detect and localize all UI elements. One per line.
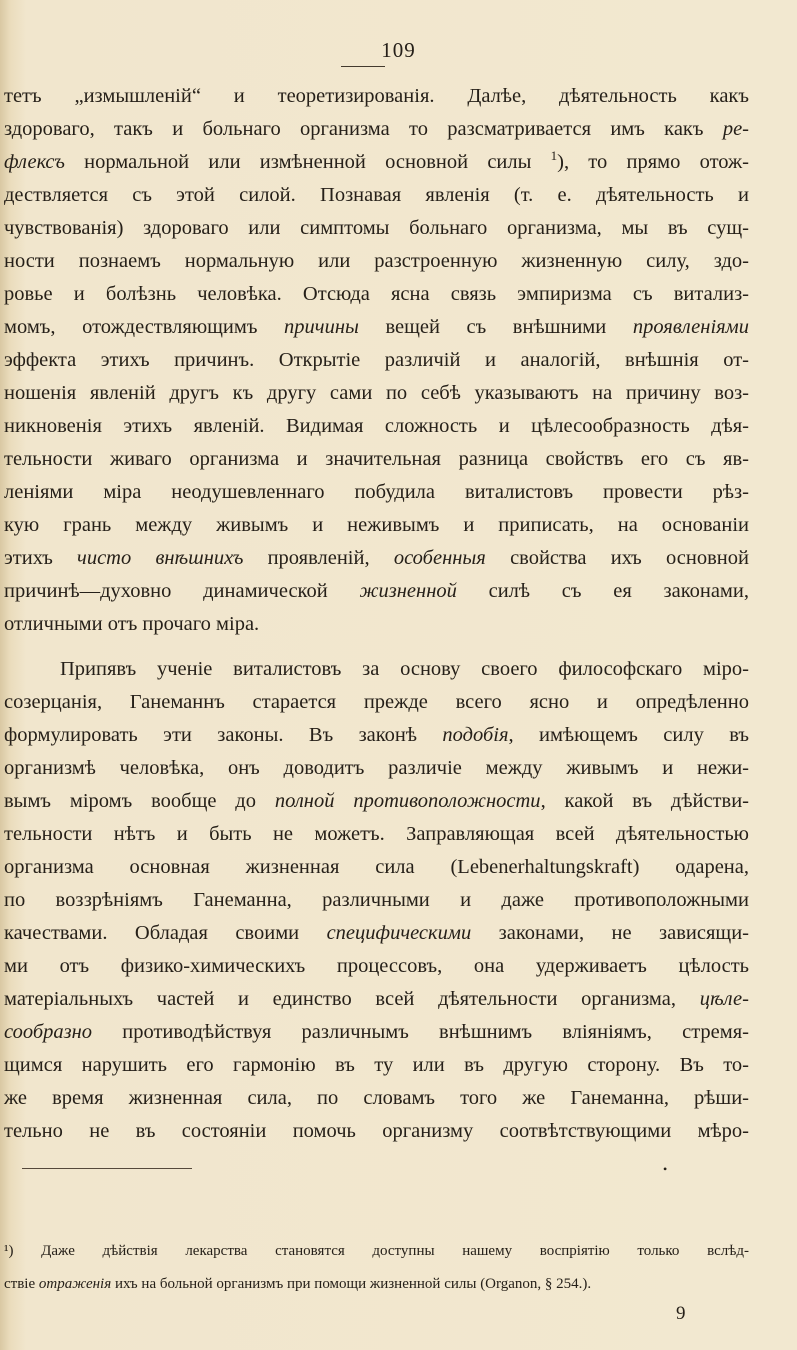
italic-text: отраженія bbox=[38, 1276, 112, 1292]
text-segment: , какой въ дѣйстви- bbox=[540, 790, 749, 812]
signature-mark: 9 bbox=[676, 1303, 686, 1324]
text-line bbox=[4, 653, 749, 686]
text-line bbox=[4, 542, 749, 575]
text-segment: проявленій, bbox=[243, 547, 394, 569]
text-line bbox=[4, 476, 749, 509]
italic-text: чисто внѣшнихъ bbox=[77, 547, 244, 569]
text-line bbox=[4, 1082, 749, 1115]
text-line bbox=[4, 311, 749, 344]
text-segment: свойства ихъ основной bbox=[485, 547, 749, 569]
text-segment: матеріальныхъ частей и единство всей дѣятельности организма, bbox=[4, 988, 700, 1010]
text-line bbox=[4, 443, 749, 476]
italic-text: причины bbox=[284, 316, 359, 338]
text-segment: щимся нарушить его гармонію въ ту или въ другую сторону. Въ то- bbox=[4, 1054, 749, 1076]
text-segment: отличными отъ прочаго міра. bbox=[4, 613, 260, 635]
text-line bbox=[4, 1238, 749, 1271]
text-segment: эффекта этихъ причинъ. Открытіе различій и аналогій, внѣшнія от- bbox=[4, 349, 749, 371]
italic-text: особенныя bbox=[393, 547, 486, 569]
text-line bbox=[4, 278, 749, 311]
text-segment: тельности нѣтъ и быть не можетъ. Заправляющая всей дѣятельностью bbox=[4, 823, 749, 845]
text-line bbox=[4, 983, 749, 1016]
body-text bbox=[4, 80, 749, 1148]
text-segment: по воззрѣніямъ Ганеманна, различными и даже противоположными bbox=[4, 889, 749, 911]
text-line bbox=[4, 212, 749, 245]
text-line bbox=[4, 752, 749, 785]
italic-text: сообразно bbox=[4, 1021, 93, 1043]
italic-text: подобія bbox=[442, 724, 509, 746]
text-line bbox=[4, 785, 749, 818]
text-segment: никновенія этихъ явленій. Видимая сложность и цѣлесообразность дѣя- bbox=[4, 415, 749, 437]
text-segment: кую грань между живымъ и неживымъ и приписать, на основаніи bbox=[4, 514, 749, 536]
italic-text: цѣле- bbox=[699, 988, 749, 1010]
text-line bbox=[4, 884, 749, 917]
footnotes bbox=[4, 1238, 749, 1304]
text-segment: ношенія явленій другъ къ другу сами по себѣ указываютъ на причину воз- bbox=[4, 382, 749, 404]
text-line bbox=[4, 1016, 749, 1049]
italic-text: флексъ bbox=[4, 151, 65, 173]
text-segment: вымъ міромъ вообще до bbox=[4, 790, 275, 812]
footnote-ref: 1 bbox=[550, 148, 558, 164]
italic-text: специфическими bbox=[326, 922, 472, 944]
text-segment: тетъ „измышленій“ и теоретизированія. Далѣе, дѣятельность какъ bbox=[4, 85, 749, 107]
text-segment: противодѣйствуя различнымъ внѣшнимъ вліяніямъ, стремя- bbox=[92, 1021, 749, 1043]
text-segment: тельно не въ состояніи помочь организму соотвѣтствующими мѣро- bbox=[4, 1120, 749, 1142]
text-line bbox=[4, 146, 749, 179]
text-segment: формулировать эти законы. Въ законѣ bbox=[4, 724, 443, 746]
page-number-underline bbox=[341, 66, 385, 67]
text-line bbox=[4, 245, 749, 278]
text-segment: качествами. Обладая своими bbox=[4, 922, 327, 944]
text-line bbox=[4, 509, 749, 542]
text-line bbox=[4, 818, 749, 851]
italic-text: полной противоположности bbox=[274, 790, 541, 812]
text-segment: ми отъ физико-химическихъ процессовъ, она удерживаетъ цѣлость bbox=[4, 955, 749, 977]
text-line bbox=[4, 179, 749, 212]
text-segment: ровье и болѣзнь человѣка. Отсюда ясна связь эмпиризма съ витализ- bbox=[4, 283, 749, 305]
italic-text: ре- bbox=[722, 118, 749, 140]
text-segment: ствіе bbox=[4, 1276, 39, 1292]
text-segment: же время жизненная сила, по словамъ того же Ганеманна, рѣши- bbox=[4, 1087, 749, 1109]
italic-text: жизненной bbox=[359, 580, 457, 602]
text-segment: причинѣ—духовно динамической bbox=[4, 580, 360, 602]
text-segment: чувствованія) здороваго или симптомы больнаго организма, мы въ сущ- bbox=[4, 217, 749, 239]
text-line bbox=[4, 1271, 749, 1304]
footnote-separator bbox=[22, 1168, 192, 1169]
text-segment: силѣ съ ея законами, bbox=[456, 580, 749, 602]
text-line bbox=[4, 410, 749, 443]
page-number: 109 bbox=[381, 38, 416, 62]
text-line bbox=[4, 851, 749, 884]
stray-dot-mark: • bbox=[663, 1162, 668, 1176]
text-line bbox=[4, 719, 749, 752]
text-segment: леніями міра неодушевленнаго побудила виталистовъ провести рѣз- bbox=[4, 481, 749, 503]
text-segment: момъ, отождествляющимъ bbox=[4, 316, 285, 338]
text-line bbox=[4, 917, 749, 950]
text-line bbox=[4, 1049, 749, 1082]
text-segment: ), то прямо отож- bbox=[557, 151, 749, 173]
text-segment: ихъ на больной организмъ при помощи жизненной силы (Organon, § 254.). bbox=[111, 1276, 592, 1292]
text-segment: созерцанія, Ганеманнъ старается прежде всего ясно и опредѣленно bbox=[4, 691, 749, 713]
text-segment: тельности живаго организма и значительная разница свойствъ его съ яв- bbox=[4, 448, 749, 470]
text-line bbox=[4, 686, 749, 719]
text-line bbox=[4, 950, 749, 983]
text-line bbox=[4, 608, 749, 641]
text-segment: организмѣ человѣка, онъ доводитъ различіе между живымъ и нежи- bbox=[4, 757, 749, 779]
text-line bbox=[4, 377, 749, 410]
text-line bbox=[4, 1115, 749, 1148]
text-segment: ности познаемъ нормальную или разстроенную жизненную силу, здо- bbox=[4, 250, 749, 272]
paragraph-gap bbox=[4, 641, 749, 653]
text-line bbox=[4, 575, 749, 608]
text-line bbox=[4, 113, 749, 146]
italic-text: проявленіями bbox=[632, 316, 749, 338]
text-segment: , имѣющемъ силу въ bbox=[508, 724, 749, 746]
text-segment: этихъ bbox=[4, 547, 78, 569]
text-segment: здороваго, такъ и больнаго организма то разсматривается имъ какъ bbox=[4, 118, 723, 140]
text-segment: нормальной или измѣненной основной силы bbox=[64, 151, 551, 173]
text-segment: дествляется съ этой силой. Познавая явленія (т. е. дѣятельность и bbox=[4, 184, 749, 206]
text-segment: ¹) Даже дѣйствія лекарства становятся доступны нашему воспріятію только вслѣд- bbox=[4, 1243, 749, 1259]
text-segment: организма основная жизненная сила (Lebenerhaltungskraft) одарена, bbox=[4, 856, 749, 878]
text-segment: Припявъ ученіе виталистовъ за основу своего философскаго міро- bbox=[60, 658, 749, 680]
text-segment: законами, не зависящи- bbox=[471, 922, 749, 944]
text-line bbox=[4, 344, 749, 377]
text-segment: вещей съ внѣшними bbox=[358, 316, 633, 338]
text-line bbox=[4, 80, 749, 113]
